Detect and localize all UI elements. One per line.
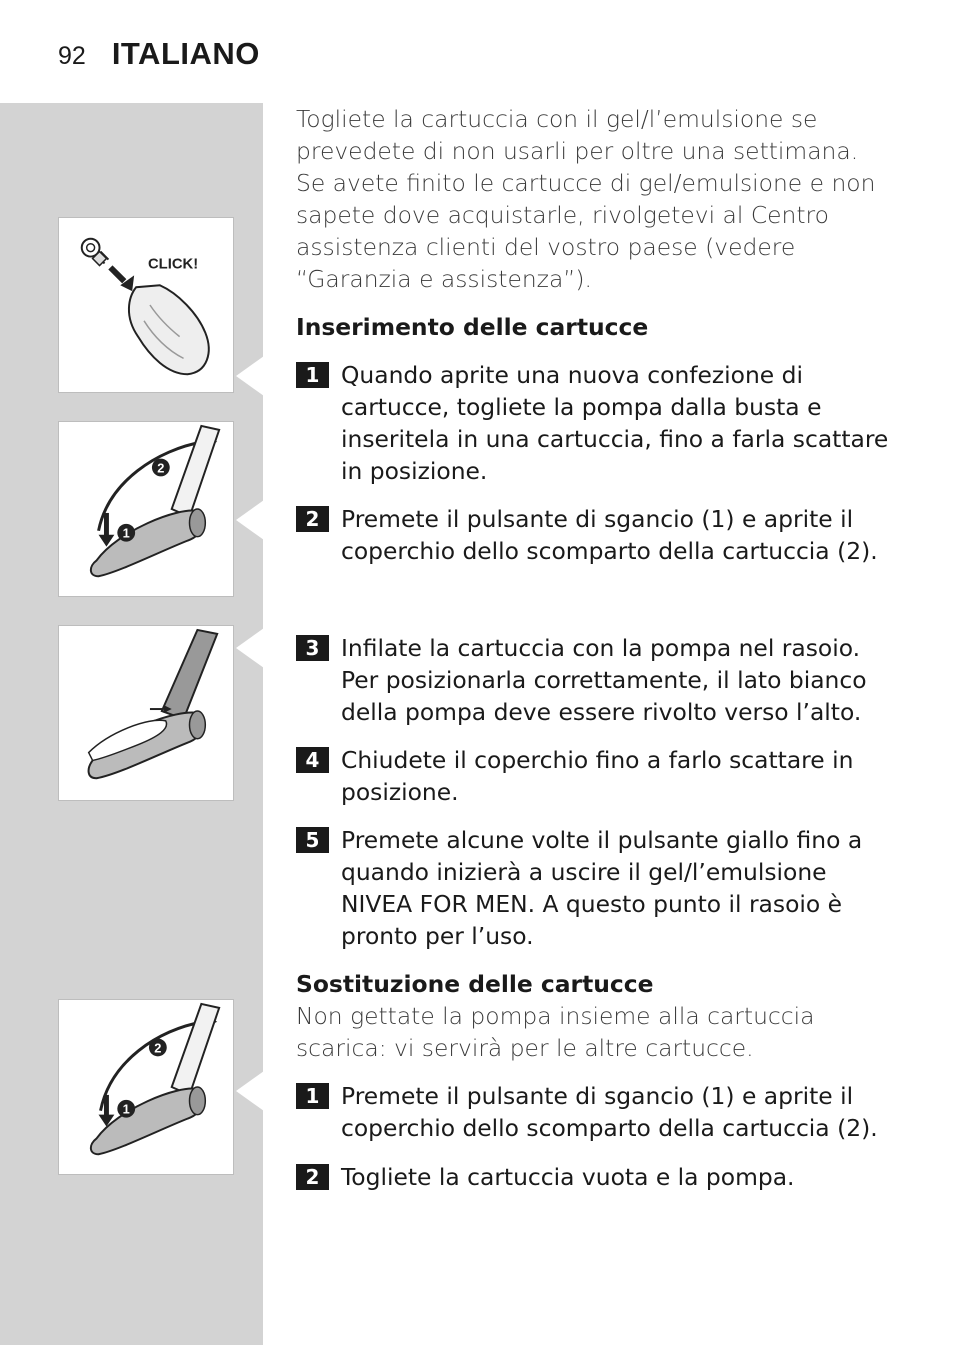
step-number: 3 <box>296 635 329 661</box>
step-text: Premete il pulsante di sgancio (1) e aprite il coperchio dello scomparto della cartuccia (2). <box>341 1082 878 1142</box>
step-number: 2 <box>296 1164 329 1190</box>
step-number: 1 <box>296 362 329 388</box>
step-text: Quando aprite una nuova confezione di cartucce, togliete la pompa dalla busta e inseritela in una cartuccia, fino a farla scattare in posizione. <box>341 361 889 485</box>
intro-paragraph: Se avete finito le cartucce di gel/emulsione e non sapete dove acquistarle, rivolgetevi al Centro assistenza clienti del vostro paese (vedere “Garanzia e assistenza”). <box>296 169 876 293</box>
section2-intro: Non gettate la pompa insieme alla cartuccia scarica: vi servirà per le altre cartucce. <box>296 1002 815 1062</box>
language-title: ITALIANO <box>111 36 260 71</box>
step-text: Togliete la cartuccia vuota e la pompa. <box>341 1163 795 1191</box>
pump-cartridge-illustration <box>59 218 233 392</box>
marker-1: 1 <box>122 1101 130 1117</box>
marker-2: 2 <box>154 1040 162 1056</box>
step-number: 4 <box>296 747 329 773</box>
page-number: 92 <box>58 42 86 70</box>
click-label: CLICK! <box>147 256 199 273</box>
step-number: 2 <box>296 506 329 532</box>
shaver-insert-cartridge-illustration <box>59 626 233 800</box>
marker-2: 2 <box>157 460 165 476</box>
shaver-open-lid-illustration <box>59 422 233 596</box>
figure-pointer <box>236 500 264 540</box>
figure-pointer <box>236 356 264 396</box>
intro-text <box>296 103 896 295</box>
figure-open-lid <box>58 421 234 597</box>
intro-paragraph: Togliete la cartuccia con il gel/l’emulsione se prevedete di non usarli per oltre una settimana. <box>296 105 859 165</box>
figure-pointer <box>236 1071 264 1111</box>
marker-1: 1 <box>122 525 130 541</box>
figure-insert-cartridge <box>58 625 234 801</box>
section-heading-replace: Sostituzione delle cartucce <box>296 970 654 998</box>
shaver-open-lid-illustration-2 <box>59 1000 233 1174</box>
figure-pointer <box>236 628 264 668</box>
step-text: Premete alcune volte il pulsante giallo fino a quando inizierà a uscire il gel/l’emulsione NIVEA FOR MEN. A questo punto il rasoio è pronto per l’uso. <box>341 826 863 950</box>
step-text: Infilate la cartuccia con la pompa nel rasoio. Per posizionarla correttamente, il lato bianco della pompa deve essere rivolto verso l’alto. <box>341 634 867 726</box>
step-text: Premete il pulsante di sgancio (1) e aprite il coperchio dello scomparto della cartuccia (2). <box>341 505 878 565</box>
figure-open-lid-replace <box>58 999 234 1175</box>
step-number: 1 <box>296 1083 329 1109</box>
section-heading-insert: Inserimento delle cartucce <box>296 313 649 341</box>
page-header <box>58 36 260 72</box>
step-text: Chiudete il coperchio fino a farlo scattare in posizione. <box>341 746 854 806</box>
step-number: 5 <box>296 827 329 853</box>
figure-pump-click <box>58 217 234 393</box>
